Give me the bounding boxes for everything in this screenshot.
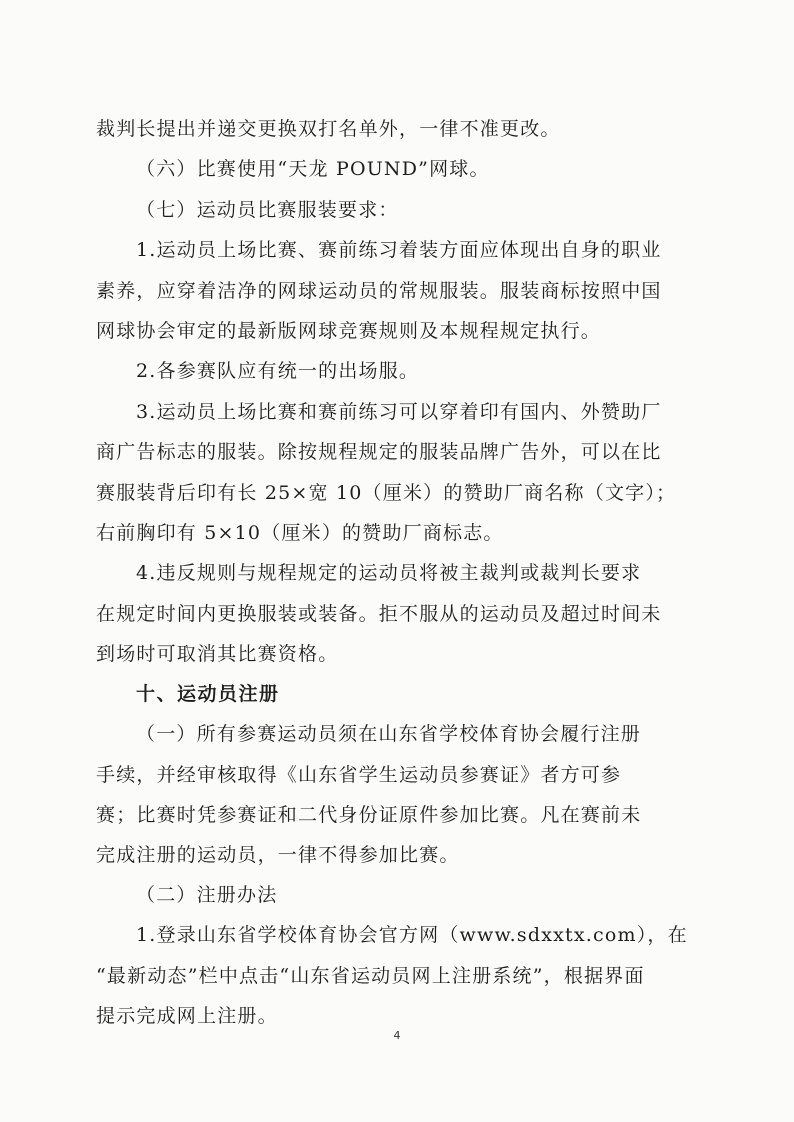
text-line: 在规定时间内更换服装或装备。拒不服从的运动员及超过时间未	[96, 603, 662, 625]
text-line: 提示完成网上注册。	[96, 1005, 278, 1027]
page-number: 4	[393, 1029, 401, 1042]
text-line: 右前胸印有 5×10（厘米）的赞助厂商标志。	[96, 522, 504, 544]
text-line: 2.各参赛队应有统一的出场服。	[136, 360, 420, 382]
text-line: 手续，并经审核取得《山东省学生运动员参赛证》者方可参	[96, 764, 622, 786]
text-line: 商广告标志的服装。除按规程规定的服装品牌广告外，可以在比	[96, 441, 662, 463]
text-line: 4.违反规则与规程规定的运动员将被主裁判或裁判长要求	[136, 562, 642, 584]
text-line: 完成注册的运动员，一律不得参加比赛。	[96, 844, 460, 866]
text-line: 网球协会审定的最新版网球竞赛规则及本规程规定执行。	[96, 320, 602, 342]
section-heading: 十、运动员注册	[136, 683, 280, 705]
text-line: （二）注册办法	[136, 884, 278, 906]
text-line: （七）运动员比赛服装要求：	[136, 199, 399, 221]
text-line: 3.运动员上场比赛和赛前练习可以穿着印有国内、外赞助厂	[136, 401, 662, 423]
text-line: 1.运动员上场比赛、赛前练习着装方面应体现出自身的职业	[136, 239, 662, 261]
text-line: 到场时可取消其比赛资格。	[96, 643, 339, 665]
text-line: 赛；比赛时凭参赛证和二代身份证原件参加比赛。凡在赛前未	[96, 804, 642, 826]
text-line: “最新动态”栏中点击“山东省运动员网上注册系统”，根据界面	[96, 965, 645, 987]
text-line: 素养，应穿着洁净的网球运动员的常规服装。服装商标按照中国	[96, 280, 662, 302]
text-line: 裁判长提出并递交更换双打名单外，一律不准更改。	[96, 118, 561, 140]
text-line: （六）比赛使用“天龙 POUND”网球。	[136, 158, 490, 180]
text-line: 1.登录山东省学校体育协会官方网（www.sdxxtx.com），在	[136, 924, 688, 946]
text-line: （一）所有参赛运动员须在山东省学校体育协会履行注册	[136, 723, 642, 745]
text-line: 赛服装背后印有长 25×宽 10（厘米）的赞助厂商名称（文字）；	[96, 482, 677, 504]
